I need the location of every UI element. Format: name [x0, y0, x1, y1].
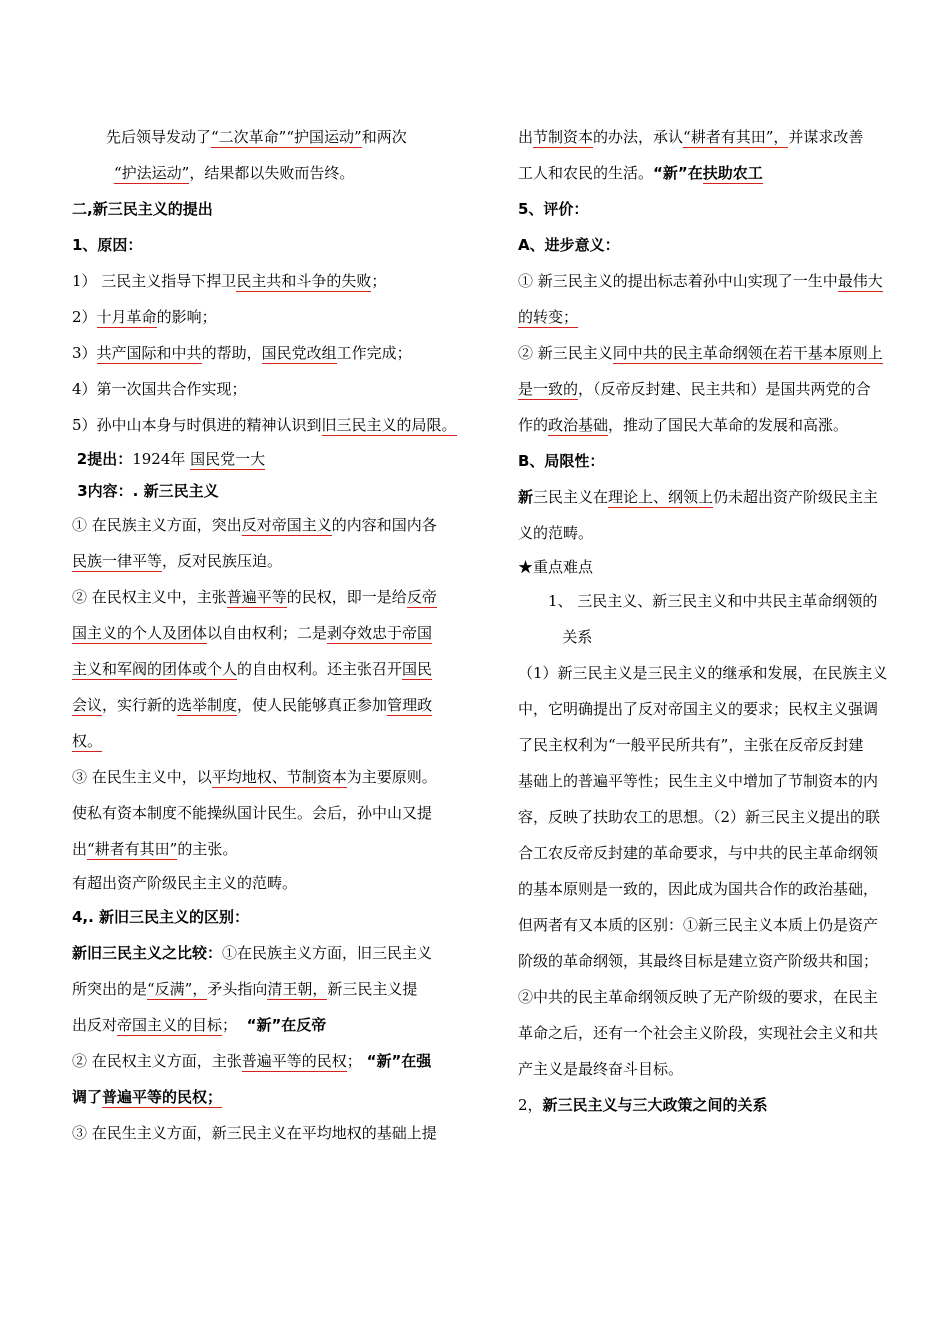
list-item: 1、 三民主义、新三民主义和中共民主革命纲领的 — [548, 592, 878, 610]
paragraph: ① 在民族主义方面，突出反对帝国主义的内容和国内各 — [72, 516, 437, 534]
section-heading: 4,. 新旧三民主义的区别： — [72, 908, 250, 926]
content-heading: 3内容：. 新三民主义 — [77, 482, 219, 500]
paragraph: ② 新三民主义同中共的民主革命纲领在若干基本原则上 — [518, 344, 883, 362]
list-item: 2）十月革命的影响； — [72, 308, 217, 326]
subheading-limits: B、局限性： — [518, 452, 605, 470]
paragraph: 中，它明确提出了反对帝国主义的要求；民权主义强调 — [518, 700, 879, 718]
paragraph: 民族一律平等，反对民族压迫。 — [72, 552, 283, 570]
paragraph: 的基本原则是一致的，因此成为国共合作的政治基础， — [518, 880, 879, 898]
paragraph: 权。 — [72, 732, 103, 750]
list-item: 2，新三民主义与三大政策之间的关系 — [518, 1096, 768, 1114]
paragraph: 作的政治基础，推动了国民大革命的发展和高涨。 — [518, 416, 849, 434]
paragraph: 了民主权利为“一般平民所共有”，主张在反帝反封建 — [518, 736, 864, 754]
paragraph: ① 新三民主义的提出标志着孙中山实现了一生中最伟大 — [518, 272, 883, 290]
propose-line: 2提出：1924年 国民党一大 — [76, 450, 266, 468]
paragraph: 但两者有又本质的区别：①新三民主义本质上仍是资产 — [518, 916, 879, 934]
paragraph: ② 在民权主义方面，主张普遍平等的民权； “新”在强 — [72, 1052, 432, 1070]
subheading-cause: 1、原因： — [72, 236, 143, 254]
paragraph: 新三民主义在理论上、纲领上仍未超出资产阶级民主主 — [518, 488, 879, 506]
section-heading: 二,新三民主义的提出 — [72, 200, 213, 218]
left-column — [72, 119, 492, 1151]
paragraph: 是一致的，（反帝反封建、民主共和）是国共两党的合 — [518, 380, 871, 398]
paragraph: 所突出的是“反满”，矛头指向清王朝，新三民主义提 — [72, 980, 418, 998]
list-item: 关系 — [562, 628, 593, 646]
paragraph: “护法运动”，结果都以失败而告终。 — [114, 164, 355, 182]
paragraph: 产主义是最终奋斗目标。 — [518, 1060, 684, 1078]
list-item: 4）第一次国共合作实现； — [72, 380, 247, 398]
right-column — [518, 119, 934, 1123]
paragraph: 革命之后，还有一个社会主义阶段，实现社会主义和共 — [518, 1024, 879, 1042]
paragraph: 主义和军阀的团体或个人的自由权利。还主张召开国民 — [72, 660, 433, 678]
paragraph: 基础上的普遍平等性；民生主义中增加了节制资本的内 — [518, 772, 879, 790]
list-item: 5）孙中山本身与时俱进的精神认识到旧三民主义的局限。 — [72, 416, 457, 434]
paragraph: 新旧三民主义之比较：①在民族主义方面，旧三民主义 — [72, 944, 433, 962]
list-item: 3）共产国际和中共的帮助，国民党改组工作完成； — [72, 344, 412, 362]
paragraph: ③ 在民生主义中，以平均地权、节制资本为主要原则。 — [72, 768, 437, 786]
paragraph: ②中共的民主革命纲领反映了无产阶级的要求，在民主 — [518, 988, 879, 1006]
paragraph: 出节制资本的办法，承认“耕者有其田”，并谋求改善 — [518, 128, 864, 146]
paragraph: 国主义的个人及团体以自由权利；二是剥夺效忠于帝国 — [72, 624, 433, 642]
paragraph: 先后领导发动了“二次革命”“护国运动”和两次 — [106, 128, 407, 146]
list-item: 1） 三民主义指导下捍卫民主共和斗争的失败； — [72, 272, 387, 290]
paragraph: 调了普遍平等的民权； — [72, 1088, 223, 1106]
paragraph: 会议，实行新的选举制度，使人民能够真正参加管理政 — [72, 696, 433, 714]
paragraph: ③ 在民生主义方面，新三民主义在平均地权的基础上提 — [72, 1124, 437, 1142]
paragraph: ② 在民权主义中，主张普遍平等的民权，即一是给反帝 — [72, 588, 437, 606]
paragraph: 出反对帝国主义的目标； “新”在反帝 — [72, 1016, 327, 1034]
paragraph: 容，反映了扶助农工的思想。（2）新三民主义提出的联 — [518, 808, 881, 826]
paragraph: （1）新三民主义是三民主义的继承和发展，在民族主义 — [518, 664, 888, 682]
paragraph: 合工农反帝反封建的革命要求，与中共的民主革命纲领 — [518, 844, 879, 862]
paragraph: 义的范畴。 — [518, 524, 594, 542]
star-heading: ★重点难点 — [518, 558, 594, 576]
paragraph: 出“耕者有其田”的主张。 — [72, 840, 238, 858]
paragraph: 工人和农民的生活。“新”在扶助农工 — [518, 164, 763, 182]
paragraph: 使私有资本制度不能操纵国计民生。会后，孙中山又提 — [72, 804, 433, 822]
section-heading: 5、评价： — [518, 200, 589, 218]
paragraph: 阶级的革命纲领，其最终目标是建立资产阶级共和国； — [518, 952, 879, 970]
paragraph: 有超出资产阶级民主主义的范畴。 — [72, 874, 298, 892]
subheading-progress: A、进步意义： — [518, 236, 620, 254]
paragraph: 的转变； — [518, 308, 579, 326]
